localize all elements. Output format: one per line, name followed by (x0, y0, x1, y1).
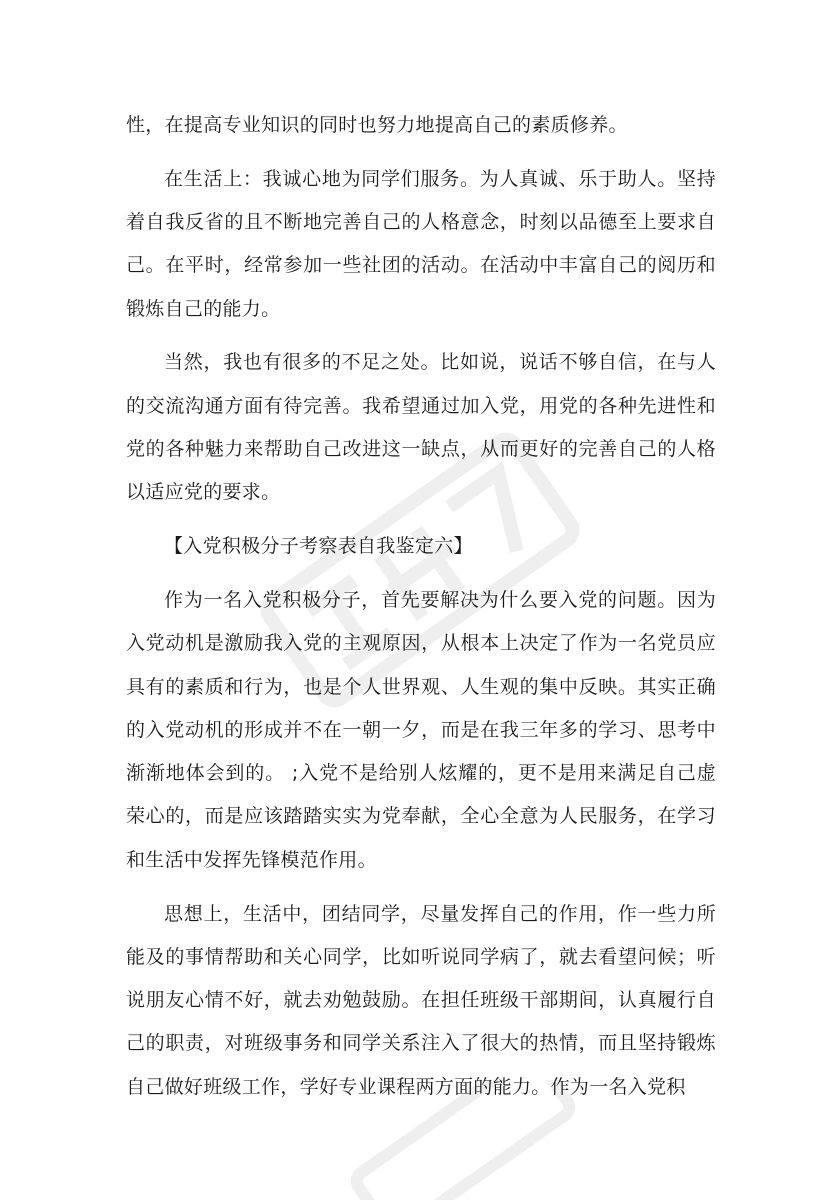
section-heading: 【入党积极分子考察表自我鉴定六】 (164, 535, 473, 558)
paragraph-motivation: 作为一名入党积极分子，首先要解决为什么要入党的问题。因为入党动机是激励我入党的主观原因，从根本上决定了作为一名党员应具有的素质和行为，也是个人世界观、人生观的集中反映。其实正确的入党动机的形成并不在一朝一夕，而是在我三年多的学习、思考中渐渐地体会到的。 ;入党不是给别人炫耀的，更不是用来满足自己虚荣心的，而是应该踏踏实实为党奉献，全心全意为人民服务，在学习和生活中发挥先锋模范作用。 (126, 588, 716, 871)
document-body (126, 104, 716, 1109)
paragraph-shortcomings: 当然，我也有很多的不足之处。比如说，说话不够自信，在与人的交流沟通方面有待完善。我希望通过加入党，用党的各种先进性和党的各种魅力来帮助自己改进这一缺点，从而更好的完善自己的人格以适应党的要求。 (126, 351, 716, 504)
paragraph-thought-life: 思想上，生活中，团结同学，尽量发挥自己的作用，作一些力所能及的事情帮助和关心同学，比如听说同学病了，就去看望问候；听说朋友心情不好，就去劝勉鼓励。在担任班级干部期间，认真履行自己的职责，对班级事务和同学关系注入了很大的热情，而且坚持锻炼自己做好班级工作，学好专业课程两方面的能力。作为一名入党积 (126, 902, 716, 1098)
paragraph-continuation: 性，在提高专业知识的同时也努力地提高自己的素质修养。 (126, 114, 628, 136)
paragraph-life: 在生活上：我诚心地为同学们服务。为人真诚、乐于助人。坚持着自我反省的且不断地完善自己的人格意念，时刻以品德至上要求自己。在平时，经常参加一些社团的活动。在活动中丰富自己的阅历和锻炼自己的能力。 (126, 167, 716, 320)
